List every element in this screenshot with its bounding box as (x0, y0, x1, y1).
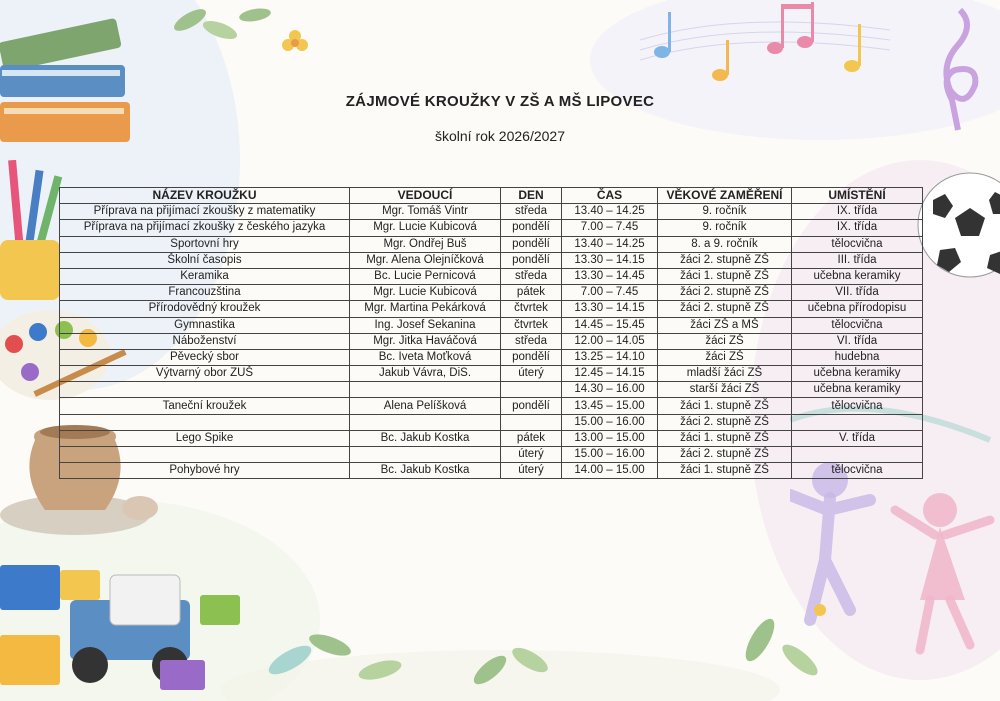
club-name-cell (60, 382, 350, 398)
table-row (60, 317, 923, 333)
day-cell: čtvrtek (501, 317, 562, 333)
club-name-cell: Keramika (60, 268, 350, 284)
location-cell: tělocvična (792, 317, 923, 333)
column-header: VEDOUCÍ (350, 188, 501, 204)
age-group-cell: žáci 1. stupně ZŠ (658, 268, 792, 284)
leaves-icon (160, 0, 280, 60)
time-cell: 13.00 – 15.00 (562, 430, 658, 446)
table-row (60, 398, 923, 414)
column-header: NÁZEV KROUŽKU (60, 188, 350, 204)
club-name-cell: Pěvecký sbor (60, 349, 350, 365)
location-cell (792, 414, 923, 430)
column-header: DEN (501, 188, 562, 204)
club-name-cell: Pohybové hry (60, 463, 350, 479)
leaves-icon (720, 570, 840, 701)
club-name-cell: Příprava na přijímací zkoušky z matematiky (60, 204, 350, 220)
table-row (60, 252, 923, 268)
age-group-cell: žáci 2. stupně ZŠ (658, 252, 792, 268)
table-header-row (60, 188, 923, 204)
time-cell: 13.40 – 14.25 (562, 204, 658, 220)
treble-clef-icon (930, 5, 990, 135)
location-cell: tělocvična (792, 398, 923, 414)
lego-robot-icon (0, 540, 250, 701)
leader-cell: Ing. Josef Sekanina (350, 317, 501, 333)
soccer-ball-icon (915, 170, 1000, 280)
day-cell: čtvrtek (501, 301, 562, 317)
day-cell: úterý (501, 447, 562, 463)
time-cell: 15.00 – 16.00 (562, 447, 658, 463)
age-group-cell: žáci 2. stupně ZŠ (658, 301, 792, 317)
location-cell: učebna keramiky (792, 366, 923, 382)
day-cell: pondělí (501, 236, 562, 252)
leader-cell (350, 447, 501, 463)
location-cell (792, 447, 923, 463)
leaves-icon (460, 630, 580, 701)
location-cell: IX. třída (792, 204, 923, 220)
age-group-cell: žáci ZŠ (658, 333, 792, 349)
time-cell: 13.30 – 14.15 (562, 301, 658, 317)
club-name-cell: Školní časopis (60, 252, 350, 268)
day-cell: pondělí (501, 398, 562, 414)
column-header: ČAS (562, 188, 658, 204)
time-cell: 14.30 – 16.00 (562, 382, 658, 398)
day-cell: pondělí (501, 220, 562, 236)
location-cell: tělocvična (792, 463, 923, 479)
table-row (60, 382, 923, 398)
time-cell: 15.00 – 16.00 (562, 414, 658, 430)
day-cell: středa (501, 333, 562, 349)
location-cell: tělocvična (792, 236, 923, 252)
leader-cell: Mgr. Martina Pekárková (350, 301, 501, 317)
age-group-cell: žáci ZŠ a MŠ (658, 317, 792, 333)
day-cell: středa (501, 268, 562, 284)
leaves-icon (250, 600, 430, 700)
time-cell: 14.45 – 15.45 (562, 317, 658, 333)
club-name-cell (60, 414, 350, 430)
page-title: ZÁJMOVÉ KROUŽKY V ZŠ A MŠ LIPOVEC (345, 93, 655, 110)
age-group-cell: žáci 2. stupně ZŠ (658, 285, 792, 301)
day-cell: úterý (501, 366, 562, 382)
location-cell: hudebna (792, 349, 923, 365)
time-cell: 13.30 – 14.15 (562, 252, 658, 268)
location-cell: III. třída (792, 252, 923, 268)
table-row (60, 236, 923, 252)
table-row (60, 204, 923, 220)
day-cell: středa (501, 204, 562, 220)
time-cell: 13.25 – 14.10 (562, 349, 658, 365)
age-group-cell: 8. a 9. ročník (658, 236, 792, 252)
club-name-cell: Gymnastika (60, 317, 350, 333)
age-group-cell: žáci ZŠ (658, 349, 792, 365)
time-cell: 13.40 – 14.25 (562, 236, 658, 252)
age-group-cell: 9. ročník (658, 204, 792, 220)
day-cell: pondělí (501, 252, 562, 268)
location-cell: učebna keramiky (792, 268, 923, 284)
table-row (60, 366, 923, 382)
leader-cell (350, 414, 501, 430)
location-cell: učebna přírodopisu (792, 301, 923, 317)
club-name-cell: Přírodovědný kroužek (60, 301, 350, 317)
day-cell: pondělí (501, 349, 562, 365)
leader-cell: Bc. Iveta Moťková (350, 349, 501, 365)
club-name-cell: Lego Spike (60, 430, 350, 446)
age-group-cell: žáci 2. stupně ZŠ (658, 447, 792, 463)
day-cell (501, 382, 562, 398)
location-cell: učebna keramiky (792, 382, 923, 398)
time-cell: 12.00 – 14.05 (562, 333, 658, 349)
age-group-cell: žáci 1. stupně ZŠ (658, 430, 792, 446)
age-group-cell: 9. ročník (658, 220, 792, 236)
age-group-cell: žáci 1. stupně ZŠ (658, 398, 792, 414)
leader-cell: Bc. Lucie Pernicová (350, 268, 501, 284)
column-header: VĚKOVÉ ZAMĚŘENÍ (658, 188, 792, 204)
club-name-cell: Příprava na přijímací zkoušky z českého jazyka (60, 220, 350, 236)
time-cell: 13.30 – 14.45 (562, 268, 658, 284)
leader-cell: Bc. Jakub Kostka (350, 430, 501, 446)
location-cell: VII. třída (792, 285, 923, 301)
page-subtitle: školní rok 2026/2027 (435, 128, 565, 144)
leader-cell: Mgr. Lucie Kubicová (350, 285, 501, 301)
time-cell: 7.00 – 7.45 (562, 285, 658, 301)
club-name-cell: Francouzština (60, 285, 350, 301)
table-row (60, 463, 923, 479)
location-cell: VI. třída (792, 333, 923, 349)
time-cell: 7.00 – 7.45 (562, 220, 658, 236)
leader-cell: Mgr. Tomáš Vintr (350, 204, 501, 220)
day-cell: pátek (501, 430, 562, 446)
table-row (60, 285, 923, 301)
location-cell: IX. třída (792, 220, 923, 236)
club-name-cell (60, 447, 350, 463)
table-row (60, 414, 923, 430)
day-cell: pátek (501, 285, 562, 301)
table-row (60, 268, 923, 284)
club-name-cell: Náboženství (60, 333, 350, 349)
time-cell: 14.00 – 15.00 (562, 463, 658, 479)
music-notes-icon (640, 0, 900, 100)
leader-cell: Mgr. Jitka Haváčová (350, 333, 501, 349)
leader-cell: Jakub Vávra, DiS. (350, 366, 501, 382)
table-row (60, 220, 923, 236)
time-cell: 13.45 – 15.00 (562, 398, 658, 414)
leader-cell: Alena Pelíšková (350, 398, 501, 414)
time-cell: 12.45 – 14.15 (562, 366, 658, 382)
location-cell: V. třída (792, 430, 923, 446)
flower-icon (280, 28, 310, 58)
day-cell (501, 414, 562, 430)
table-row (60, 447, 923, 463)
leader-cell (350, 382, 501, 398)
table-row (60, 301, 923, 317)
age-group-cell: starší žáci ZŠ (658, 382, 792, 398)
table-body (60, 204, 923, 479)
age-group-cell: žáci 1. stupně ZŠ (658, 463, 792, 479)
clubs-table (59, 187, 923, 479)
club-name-cell: Sportovní hry (60, 236, 350, 252)
table-row (60, 430, 923, 446)
leader-cell: Bc. Jakub Kostka (350, 463, 501, 479)
club-name-cell: Taneční kroužek (60, 398, 350, 414)
age-group-cell: žáci 2. stupně ZŠ (658, 414, 792, 430)
day-cell: úterý (501, 463, 562, 479)
club-name-cell: Výtvarný obor ZUŠ (60, 366, 350, 382)
age-group-cell: mladší žáci ZŠ (658, 366, 792, 382)
table-row (60, 333, 923, 349)
leader-cell: Mgr. Alena Olejníčková (350, 252, 501, 268)
table-row (60, 349, 923, 365)
leader-cell: Mgr. Ondřej Buš (350, 236, 501, 252)
column-header: UMÍSTĚNÍ (792, 188, 923, 204)
leader-cell: Mgr. Lucie Kubicová (350, 220, 501, 236)
